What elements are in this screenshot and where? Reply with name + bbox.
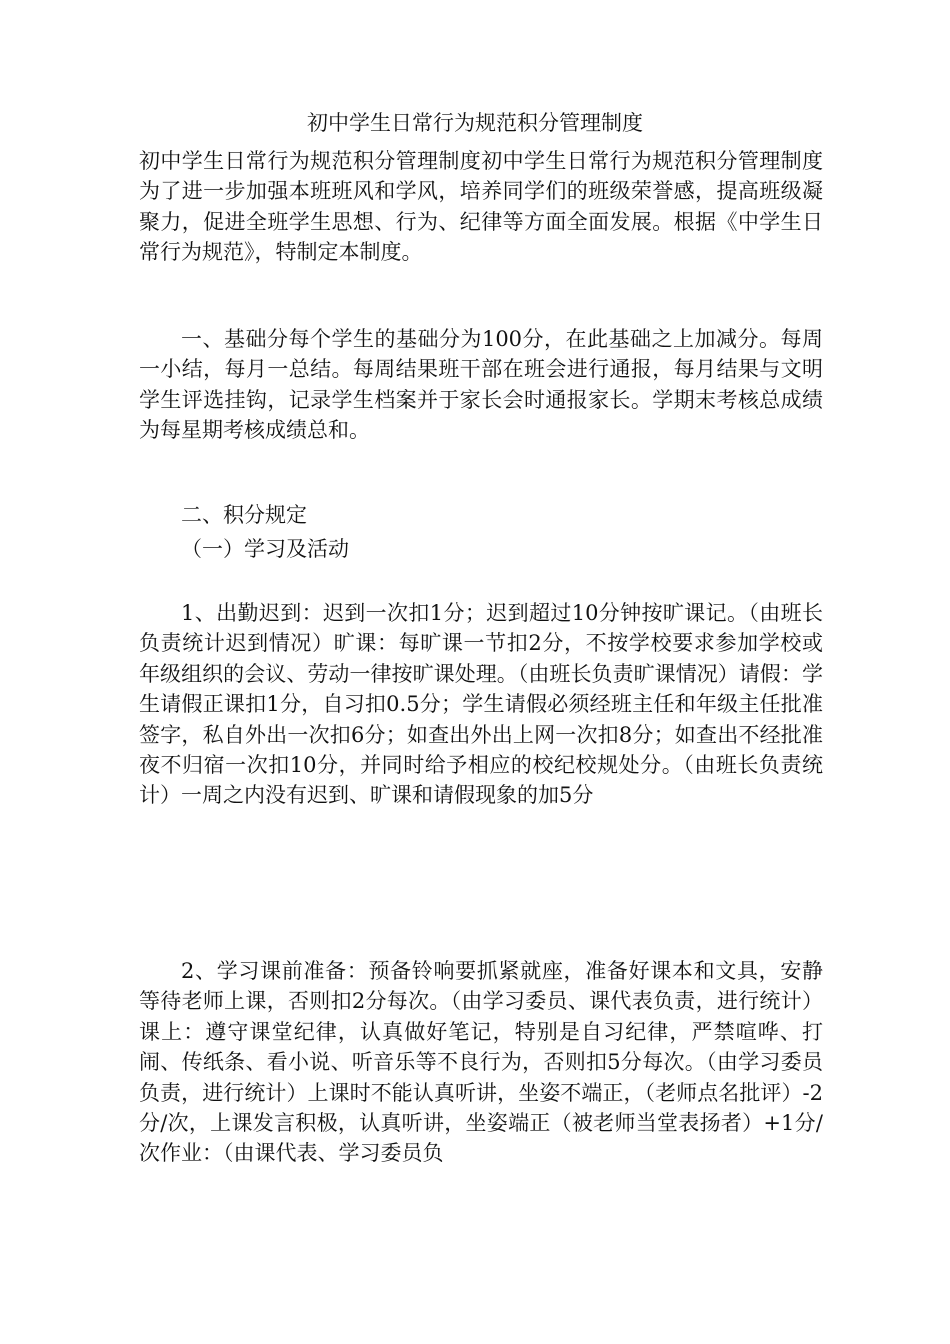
document-title: 初中学生日常行为规范积分管理制度 [307, 111, 643, 135]
item-1-paragraph: 1、出勤迟到：迟到一次扣1分；迟到超过10分钟按旷课记。（由班长负责统计迟到情况）旷课：每旷课一节扣2分，不按学校要求参加学校或年级组织的会议、劳动一律按旷课处理。（由班长负责旷课情况）请假：学生请假正课扣1分，自习扣0.5分；学生请假必须经班主任和年级主任批准签字，私自外出一次扣6分；如查出外出上网一次扣8分；如查出不经批准夜不归宿一次扣10分，并同时给予相应的校纪校规处分。（由班长负责统计）一周之内没有迟到、旷课和请假现象的加5分 [139, 601, 823, 808]
section-1-paragraph: 一、基础分每个学生的基础分为100分，在此基础之上加减分。每周一小结，每月一总结。每周结果班干部在班会进行通报，每月结果与文明学生评选挂钩，记录学生档案并于家长会时通报家长。学期末考核总成绩为每星期考核成绩总和。 [139, 327, 823, 443]
intro-paragraph: 初中学生日常行为规范积分管理制度初中学生日常行为规范积分管理制度为了进一步加强本班班风和学风，培养同学们的班级荣誉感，提高班级凝聚力，促进全班学生思想、行为、纪律等方面全面发展。根据《中学生日常行为规范》，特制定本制度。 [139, 149, 823, 265]
subsection-1-heading: （一）学习及活动 [181, 537, 349, 561]
section-2-heading: 二、积分规定 [181, 503, 307, 527]
item-2-paragraph: 2、学习课前准备：预备铃响要抓紧就座，准备好课本和文具，安静等待老师上课，否则扣2分每次。（由学习委员、课代表负责，进行统计）课上：遵守课堂纪律，认真做好笔记，特别是自习纪律，严禁喧哗、打闹、传纸条、看小说、听音乐等不良行为，否则扣5分每次。（由学习委员负责，进行统计）上课时不能认真听讲，坐姿不端正，（老师点名批评）-2分/次，上课发言积极，认真听讲，坐姿端正（被老师当堂表扬者）+1分/次作业：（由课代表、学习委员负 [139, 959, 823, 1166]
